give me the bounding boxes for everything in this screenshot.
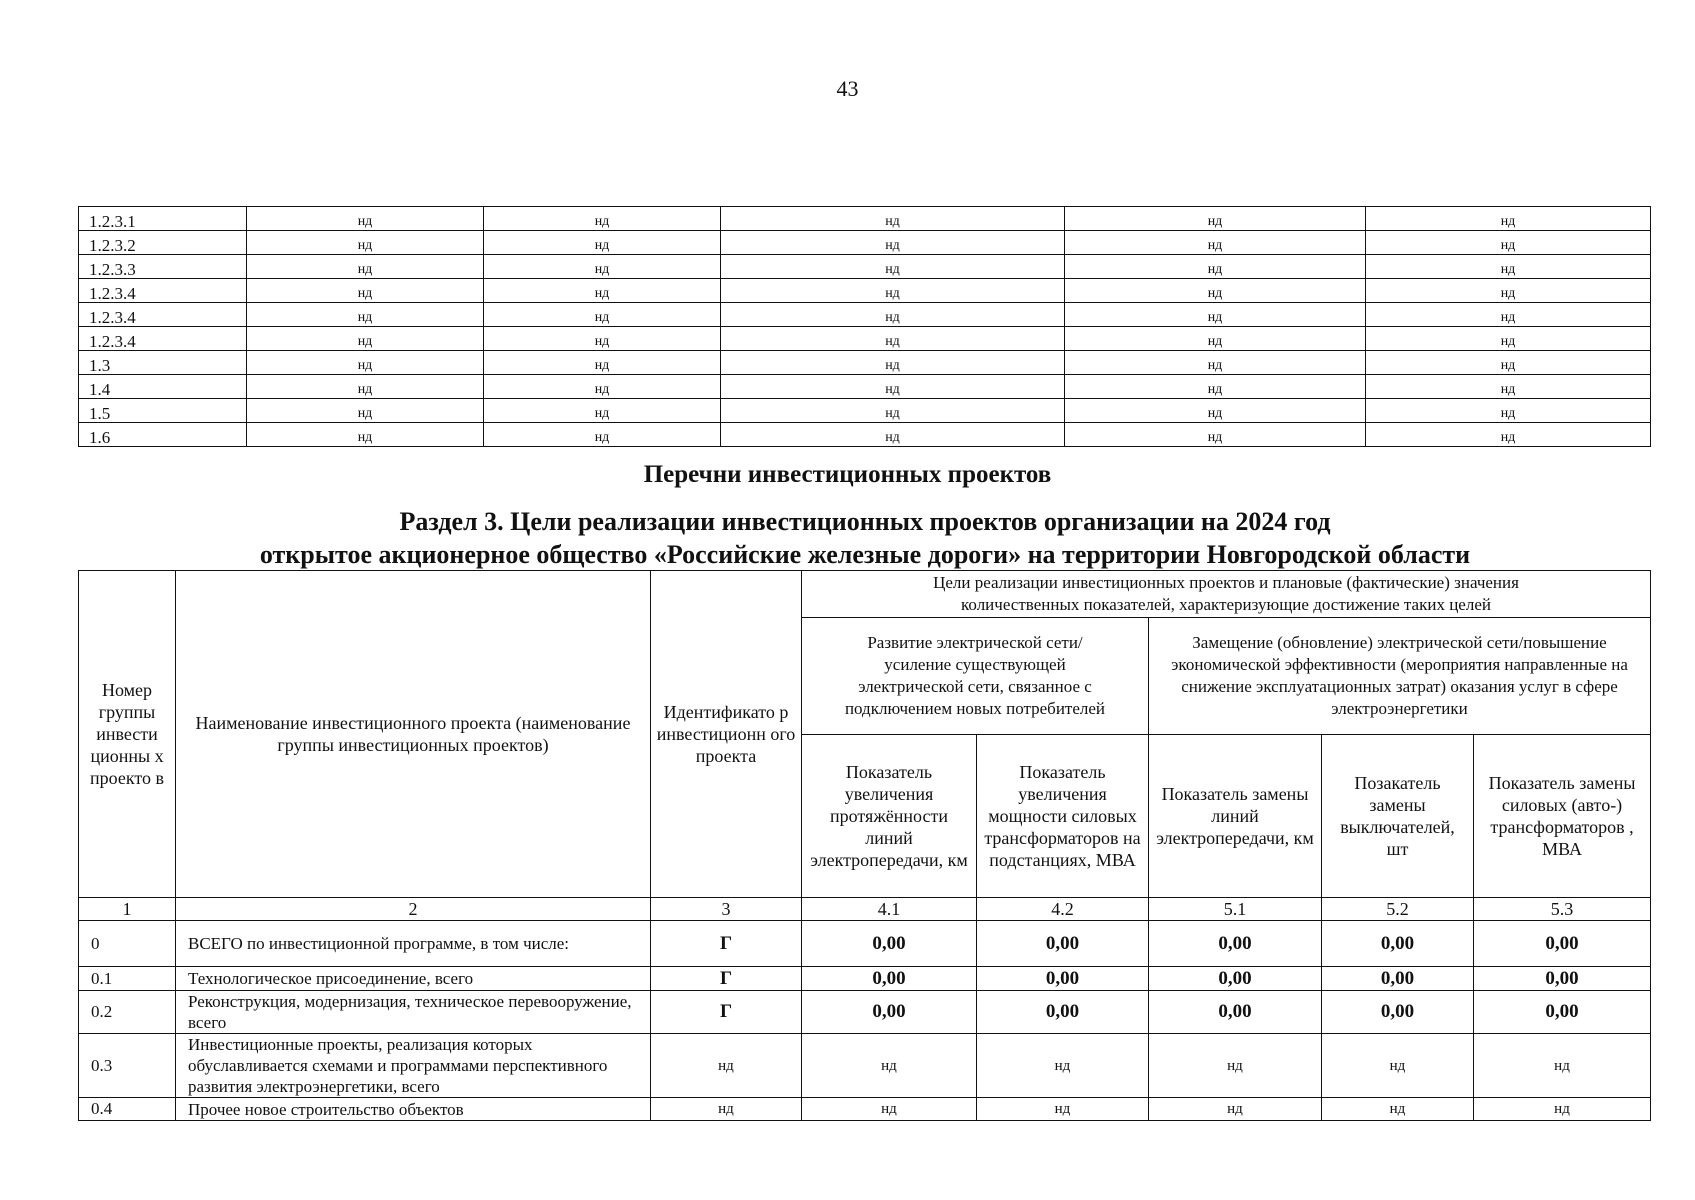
header-indicator-5-1: Показатель замены линий электропередачи, км — [1149, 735, 1322, 898]
table-row — [79, 207, 1651, 231]
row-name: Инвестиционные проекты, реализация которых обуславливается схемами и программами перспективного развития электроэнергетики, всего — [176, 1034, 651, 1098]
table-cell: нд — [1065, 279, 1366, 303]
table-cell: нд — [247, 303, 484, 327]
row-value: нд — [1474, 1098, 1651, 1121]
section-title — [0, 505, 1695, 571]
table-cell: нд — [721, 255, 1065, 279]
table-cell: нд — [1065, 303, 1366, 327]
top-table-body — [79, 207, 1651, 447]
table-cell: нд — [484, 351, 721, 375]
table-cell: нд — [1065, 327, 1366, 351]
column-number: 4.1 — [802, 898, 977, 921]
table-cell: нд — [721, 231, 1065, 255]
row-name: Реконструкция, модернизация, техническое перевооружение, всего — [176, 991, 651, 1034]
row-value: нд — [1322, 1034, 1474, 1098]
row-value: 0,00 — [1149, 991, 1322, 1034]
table-cell: нд — [1366, 255, 1651, 279]
row-code: 1.4 — [79, 375, 247, 399]
row-value: 0,00 — [802, 921, 977, 967]
table-cell: нд — [721, 207, 1065, 231]
table-cell: нд — [1065, 375, 1366, 399]
table-cell: нд — [721, 303, 1065, 327]
row-identifier: нд — [651, 1034, 802, 1098]
row-name: Прочее новое строительство объектов — [176, 1098, 651, 1121]
table-cell: нд — [721, 279, 1065, 303]
column-number: 5.1 — [1149, 898, 1322, 921]
top-table — [78, 206, 1651, 447]
table-cell: нд — [247, 375, 484, 399]
table-cell: нд — [1065, 351, 1366, 375]
table-row — [79, 423, 1651, 447]
row-code: 1.2.3.4 — [79, 327, 247, 351]
table-cell: нд — [247, 351, 484, 375]
table-row — [79, 327, 1651, 351]
table-cell: нд — [1366, 399, 1651, 423]
row-value: 0,00 — [1474, 991, 1651, 1034]
header-project-name: Наименование инвестиционного проекта (наименование группы инвестиционных проектов) — [176, 571, 651, 898]
row-code: 1.2.3.2 — [79, 231, 247, 255]
row-value: 0,00 — [1474, 967, 1651, 991]
table-cell: нд — [1065, 231, 1366, 255]
table-cell: нд — [1366, 327, 1651, 351]
row-code: 1.2.3.3 — [79, 255, 247, 279]
row-code: 1.2.3.4 — [79, 279, 247, 303]
column-number: 1 — [79, 898, 176, 921]
heading: Перечни инвестиционных проектов — [643, 461, 1052, 488]
row-name: Технологическое присоединение, всего — [176, 967, 651, 991]
table-cell: нд — [484, 255, 721, 279]
table-row — [79, 967, 1651, 991]
row-value: нд — [1149, 1034, 1322, 1098]
row-identifier: Г — [651, 967, 802, 991]
table-cell: нд — [721, 375, 1065, 399]
row-value: 0,00 — [977, 991, 1149, 1034]
row-value: нд — [1474, 1034, 1651, 1098]
row-value: 0,00 — [1322, 921, 1474, 967]
main-table — [78, 570, 1651, 1121]
table-cell: нд — [484, 231, 721, 255]
main-table-body — [79, 921, 1651, 1121]
row-value: 0,00 — [977, 967, 1149, 991]
table-cell: нд — [1065, 207, 1366, 231]
header-indicator-5-2: Позакатель замены выключателей, шт — [1322, 735, 1474, 898]
table-cell: нд — [1366, 279, 1651, 303]
column-number: 5.2 — [1322, 898, 1474, 921]
section-title-line1: Раздел 3. Цели реализации инвестиционных проектов организации на 2024 год — [399, 507, 1331, 536]
row-number: 0.4 — [79, 1098, 176, 1121]
row-value: 0,00 — [1149, 967, 1322, 991]
section-title-line2: открытое акционерное общество «Российские железные дороги» на территории Новгородской области — [259, 540, 1471, 569]
table-cell: нд — [1366, 351, 1651, 375]
table-row — [79, 279, 1651, 303]
table-row — [79, 351, 1651, 375]
header-development: Развитие электрической сети/усиление существующей электрической сети, связанное с подключением новых потребителей — [802, 618, 1149, 735]
row-code: 1.5 — [79, 399, 247, 423]
row-value: 0,00 — [802, 967, 977, 991]
table-row — [79, 1098, 1651, 1121]
table-cell: нд — [1366, 423, 1651, 447]
row-value: 0,00 — [1322, 991, 1474, 1034]
header-indicator-4-1: Показатель увеличения протяжённости линий электропередачи, км — [802, 735, 977, 898]
table-row — [79, 921, 1651, 967]
row-value: 0,00 — [1149, 921, 1322, 967]
page-number: 43 — [836, 76, 859, 101]
header-indicator-5-3: Показатель замены силовых (авто-) трансформаторов , МВА — [1474, 735, 1651, 898]
row-value: нд — [802, 1034, 977, 1098]
row-value: нд — [977, 1098, 1149, 1121]
row-identifier: Г — [651, 991, 802, 1034]
table-row — [79, 375, 1651, 399]
row-value: 0,00 — [1474, 921, 1651, 967]
row-code: 1.2.3.1 — [79, 207, 247, 231]
row-code: 1.3 — [79, 351, 247, 375]
row-number: 0 — [79, 921, 176, 967]
row-value: 0,00 — [977, 921, 1149, 967]
table-cell: нд — [247, 207, 484, 231]
table-cell: нд — [484, 327, 721, 351]
table-cell: нд — [484, 279, 721, 303]
table-cell: нд — [247, 399, 484, 423]
header-indicator-4-2: Показатель увеличения мощности силовых трансформаторов на подстанциях, МВА — [977, 735, 1149, 898]
table-row — [79, 991, 1651, 1034]
row-value: нд — [1322, 1098, 1474, 1121]
row-code: 1.6 — [79, 423, 247, 447]
table-cell: нд — [1065, 255, 1366, 279]
table-row — [79, 1034, 1651, 1098]
table-cell: нд — [1366, 303, 1651, 327]
row-value: 0,00 — [1322, 967, 1474, 991]
header-identifier: Идентификато р инвестиционн ого проекта — [651, 571, 802, 898]
row-value: 0,00 — [802, 991, 977, 1034]
row-number: 0.3 — [79, 1034, 176, 1098]
row-name: ВСЕГО по инвестиционной программе, в том числе: — [176, 921, 651, 967]
row-identifier: нд — [651, 1098, 802, 1121]
table-cell: нд — [484, 423, 721, 447]
table-cell: нд — [484, 375, 721, 399]
header-replacement: Замещение (обновление) электрической сети/повышение экономической эффективности (мероприятия направленные на снижение эксплуатационных затрат) оказания услуг в сфере электроэнергетики — [1149, 618, 1651, 735]
table-row — [79, 255, 1651, 279]
column-number: 3 — [651, 898, 802, 921]
table-cell: нд — [1366, 375, 1651, 399]
table-cell: нд — [721, 327, 1065, 351]
table-cell: нд — [1366, 231, 1651, 255]
table-row — [79, 231, 1651, 255]
table-cell: нд — [247, 279, 484, 303]
table-cell: нд — [1366, 207, 1651, 231]
table-cell: нд — [484, 399, 721, 423]
row-code: 1.2.3.4 — [79, 303, 247, 327]
column-number: 2 — [176, 898, 651, 921]
column-number: 5.3 — [1474, 898, 1651, 921]
table-cell: нд — [721, 423, 1065, 447]
table-row — [79, 303, 1651, 327]
column-number: 4.2 — [977, 898, 1149, 921]
header-goals: Цели реализации инвестиционных проектов и плановые (фактические) значения количественных показателей, характеризующие достижение таких целей — [802, 571, 1651, 618]
table-cell: нд — [1065, 423, 1366, 447]
row-identifier: Г — [651, 921, 802, 967]
table-cell: нд — [247, 423, 484, 447]
row-value: нд — [1149, 1098, 1322, 1121]
row-value: нд — [977, 1034, 1149, 1098]
table-row — [79, 399, 1651, 423]
table-cell: нд — [721, 351, 1065, 375]
row-number: 0.2 — [79, 991, 176, 1034]
table-cell: нд — [247, 255, 484, 279]
row-number: 0.1 — [79, 967, 176, 991]
table-cell: нд — [484, 207, 721, 231]
header-group-number: Номер группы инвести ционны х проекто в — [79, 571, 176, 898]
table-cell: нд — [247, 327, 484, 351]
row-value: нд — [802, 1098, 977, 1121]
table-cell: нд — [247, 231, 484, 255]
table-cell: нд — [484, 303, 721, 327]
table-cell: нд — [721, 399, 1065, 423]
table-cell: нд — [1065, 399, 1366, 423]
